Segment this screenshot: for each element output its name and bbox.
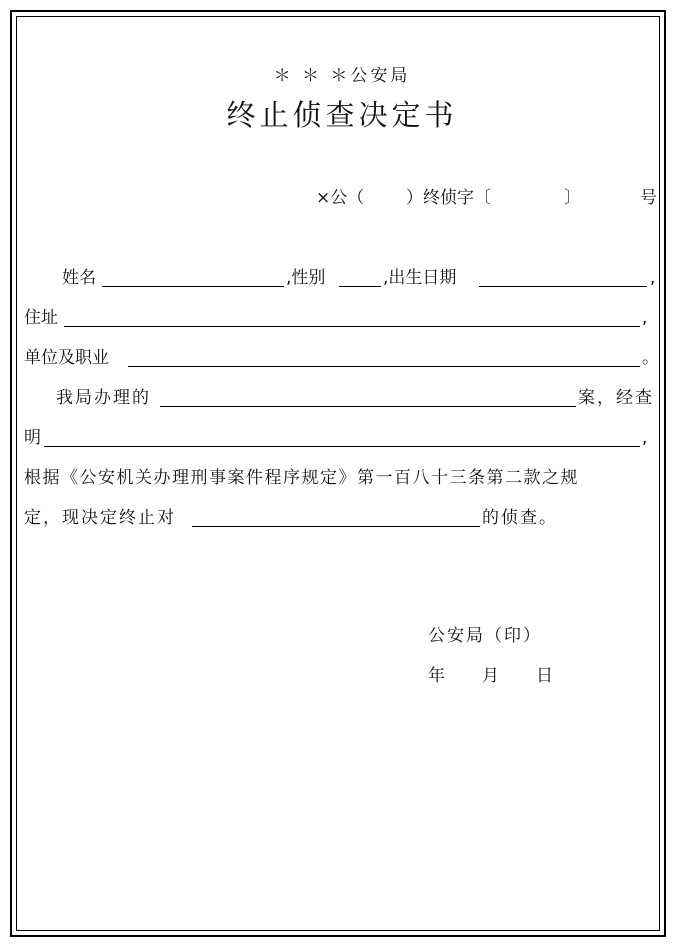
employer-period: 。 bbox=[642, 348, 659, 368]
findings-comma: , bbox=[642, 428, 648, 448]
line1-comma: , bbox=[650, 268, 656, 288]
address-label: 住址 bbox=[24, 308, 58, 328]
birth-date-label: ,出生日期 bbox=[383, 268, 457, 288]
doc-number-prefix: ×公（ bbox=[316, 188, 365, 208]
decision-prefix: 定，现决定终止对 bbox=[24, 508, 176, 528]
gender-label: ,性别 bbox=[286, 268, 326, 288]
birth-date-blank bbox=[479, 286, 647, 287]
address-comma: , bbox=[642, 308, 648, 328]
agency-name: ＊ ＊ ＊公安局 bbox=[273, 66, 411, 86]
gender-blank bbox=[339, 286, 381, 287]
legal-basis: 根据《公安机关办理刑事案件程序规定》第一百八十三条第二款之规 bbox=[24, 468, 579, 488]
decision-suffix: 的侦查。 bbox=[482, 508, 558, 528]
employer-label: 单位及职业 bbox=[24, 348, 109, 368]
doc-number-middle: ）终侦字〔 bbox=[406, 188, 491, 208]
address-blank bbox=[64, 326, 640, 327]
subject-blank bbox=[192, 526, 480, 527]
day-label: 日 bbox=[536, 666, 553, 686]
findings-label: 明 bbox=[24, 428, 41, 448]
employer-blank bbox=[128, 366, 640, 367]
seal-line: 公安局（印） bbox=[428, 626, 542, 646]
case-intro: 我局办理的 bbox=[56, 388, 151, 408]
month-label: 月 bbox=[482, 666, 499, 686]
name-label: 姓名 bbox=[62, 268, 96, 288]
year-label: 年 bbox=[428, 666, 445, 686]
doc-number-bracket-close: 〕 bbox=[564, 188, 581, 208]
document-title: 终止侦查决定书 bbox=[226, 98, 458, 132]
name-blank bbox=[102, 286, 284, 287]
findings-blank bbox=[44, 446, 640, 447]
doc-number-suffix: 号 bbox=[640, 188, 657, 208]
case-name-blank bbox=[160, 406, 576, 407]
case-suffix: 案，经查 bbox=[578, 388, 654, 408]
